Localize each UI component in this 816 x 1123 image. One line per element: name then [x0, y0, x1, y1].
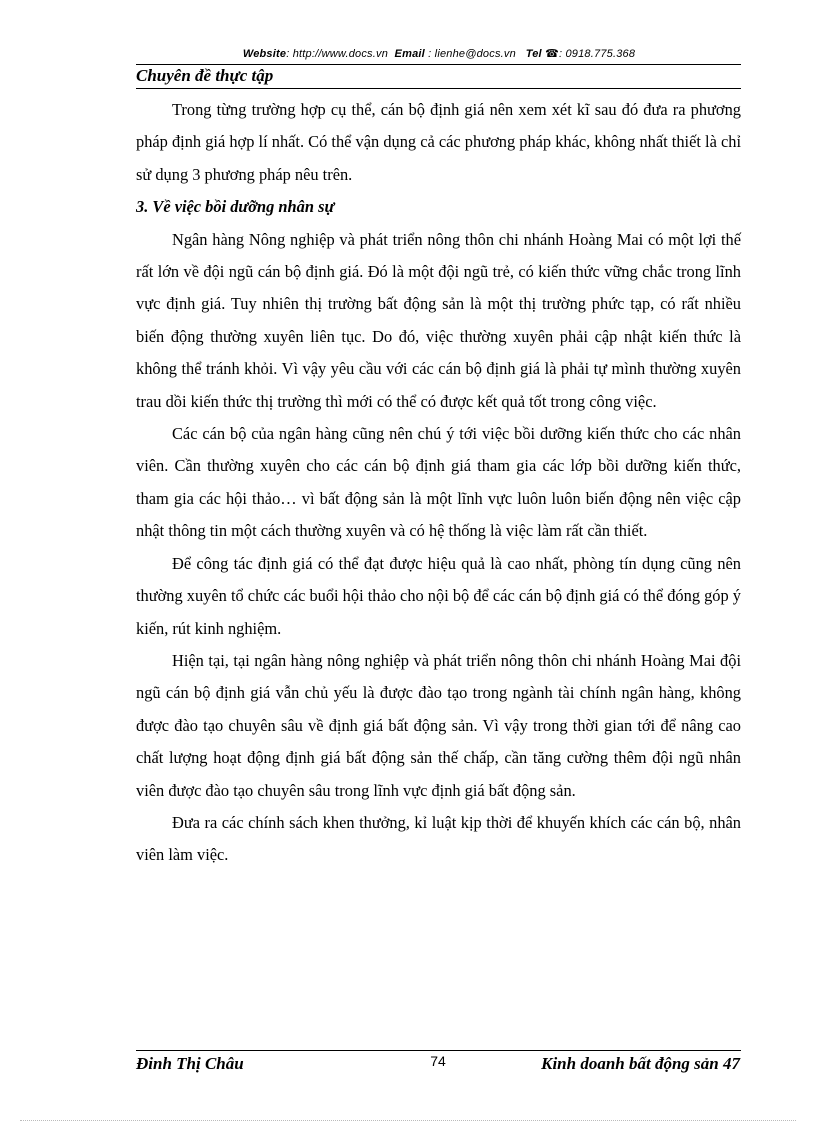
footer-author: Đinh Thị Châu [136, 1054, 244, 1073]
paragraph-1: Trong từng trường hợp cụ thể, cán bộ định giá nên xem xét kĩ sau đó đưa ra phương pháp định giá hợp lí nhất. Có thể vận dụng cả các phương pháp khác, không nhất thiết là chỉ sử dụng 3 phương pháp nêu trên. [136, 100, 741, 184]
footer-divider [136, 1050, 741, 1051]
phone-icon: ☎ [545, 48, 559, 60]
website-label: Website [242, 48, 287, 60]
header-title: Chuyên đề thực tập [136, 66, 274, 85]
page-number: 74 [430, 1053, 446, 1069]
paragraph-6: Đưa ra các chính sách khen thưởng, kỉ luật kịp thời để khuyến khích các cán bộ, nhân viên làm việc. [136, 812, 741, 865]
document-body [136, 94, 741, 872]
tel-label: Tel [525, 48, 542, 60]
website-value: : http://www.docs.vn [286, 48, 389, 60]
paragraph-5: Hiện tại, tại ngân hàng nông nghiệp và phát triển nông thôn chi nhánh Hoàng Mai đội ngũ cán bộ định giá vẫn chủ yếu là được đào tạo trong ngành tài chính ngân hàng, không được đào tạo chuyên sâu về định giá bất động sản. Vì vậy trong thời gian tới để nâng cao chất lượng hoạt động định giá bất động sản thế chấp, cần tăng cường thêm đội ngũ nhân viên được đào tạo chuyên sâu trong lĩnh vực định giá bất động sản. [136, 650, 741, 800]
header-title-divider [136, 88, 741, 89]
tel-value: : 0918.775.368 [558, 48, 636, 60]
paragraph-3: Các cán bộ của ngân hàng cũng nên chú ý tới việc bồi dưỡng kiến thức cho các nhân viên. Cần thường xuyên cho các cán bộ định giá tham gia các lớp bồi dưỡng kiến thức, tham gia các hội thảo… vì bất động sản là một lĩnh vực luôn luôn biến động nên việc cập nhật thông tin một cách thường xuyên và có hệ thống là việc làm rất cần thiết. [136, 424, 741, 541]
footer-course: Kinh doanh bất động sản 47 [541, 1054, 740, 1073]
page-bottom-dotted-line [20, 1120, 796, 1121]
email-value: : lienhe@docs.vn [428, 48, 516, 60]
email-label: Email [394, 48, 425, 60]
paragraph-2: Ngân hàng Nông nghiệp và phát triển nông thôn chi nhánh Hoàng Mai có một lợi thế rất lớn về đội ngũ cán bộ định giá. Đó là một đội ngũ trẻ, có kiến thức vững chắc trong lĩnh vực định giá. Tuy nhiên thị trường bất động sản là một thị trường phức tạp, có rất nhiều biến động thường xuyên liên tục. Do đó, việc thường xuyên phải cập nhật kiến thức là không thể tránh khỏi. Vì vậy yêu cầu với các cán bộ định giá là phải tự mình thường xuyên trau dồi kiến thức thị trường thì mới có thể có được kết quả tốt trong công việc. [136, 229, 741, 411]
paragraph-4: Để công tác định giá có thể đạt được hiệu quả là cao nhất, phòng tín dụng cũng nên thường xuyên tổ chức các buổi hội thảo cho nội bộ để các cán bộ định giá có thể đóng góp ý kiến, rút kinh nghiệm. [136, 553, 741, 638]
header-divider [136, 64, 741, 65]
section-heading: 3. Về việc bồi dưỡng nhân sự [136, 197, 335, 217]
header-contact-line [137, 47, 741, 60]
